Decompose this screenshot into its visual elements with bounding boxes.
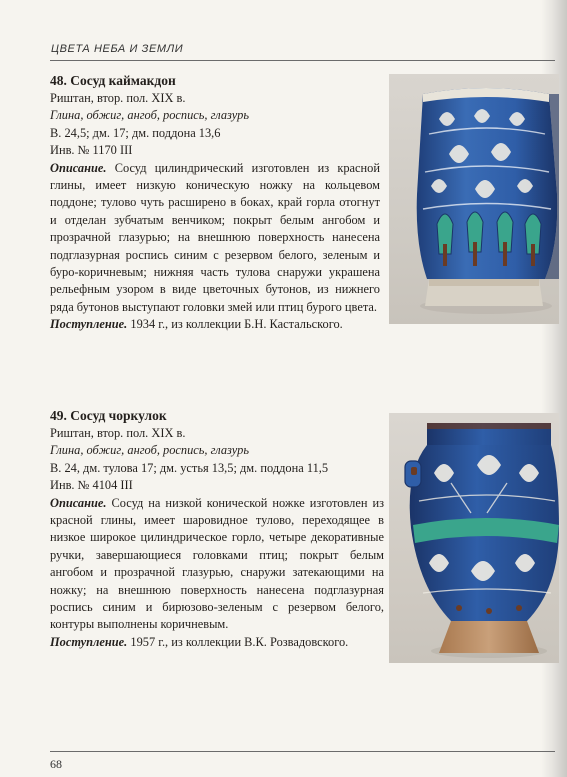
acquisition-label: Поступление. [50, 317, 128, 332]
entry-inventory: Инв. № 1170 III [50, 143, 133, 158]
entry-materials: Глина, обжиг, ангоб, роспись, глазурь [50, 108, 249, 123]
entry-description [50, 160, 380, 317]
catalog-entry-49 [50, 407, 384, 651]
description-label: Описание. [50, 160, 107, 175]
entry-dimensions: В. 24, дм. тулова 17; дм. устья 13,5; дм. поддона 11,5 [50, 460, 329, 475]
entry-title: 48. Сосуд каймакдон [50, 73, 176, 88]
vessel-48-photo [389, 74, 559, 324]
acquisition-text: 1934 г., из коллекции Б.Н. Кастальского. [130, 317, 343, 332]
description-text: Сосуд на низкой конической ножке изготовлен из красной глины, имеет шаровидное тулово, переходящее в низкое широкое цилиндрическое горло, четыре декоративные ручки, завершающиеся головками птиц; покрыт белым ангобом и прозрачной глазурью, снаружи затекающими на ножку; на внешнюю поверхность нанесена подглазурная роспись синим и бирюзово-зеленым с резервом белого, контуры выполнены коричневым. [50, 495, 384, 632]
entry-origin: Риштан, втор. пол. XIX в. [50, 426, 186, 440]
catalog-entry-48 [50, 72, 380, 334]
description-label: Описание. [50, 495, 107, 510]
entry-acquisition [50, 634, 384, 651]
footer-rule [50, 751, 555, 752]
running-header: ЦВЕТА НЕБА И ЗЕМЛИ [51, 43, 184, 55]
description-text: Сосуд цилиндрический изготовлен из красной глины, имеет низкую коническую ножку на кольцевом поддоне; тулово чуть расширено в боках, край горла отогнут и отделан зубчатым венчиком; покрыт белым ангобом и прозрачной глазурью; на внешнюю поверхность нанесена подглазурная роспись синим с резервом белого, зеленым и буро-коричневым; нижняя часть тулова снаружи украшена рельефным узором в виде цветочных бутонов, из нижнего ряда бутонов выступают головки змей или птиц бурого цвета. [50, 160, 380, 314]
vessel-49-photo [389, 413, 559, 663]
entry-title: 49. Сосуд чоркулок [50, 408, 167, 423]
entry-description [50, 495, 384, 634]
acquisition-text: 1957 г., из коллекции В.К. Розвадовского. [130, 634, 349, 649]
entry-materials: Глина, обжиг, ангоб, роспись, глазурь [50, 443, 249, 458]
page-number: 68 [50, 757, 62, 771]
entry-inventory: Инв. № 4104 III [50, 478, 133, 493]
header-rule [50, 60, 555, 61]
acquisition-label: Поступление. [50, 634, 128, 649]
entry-dimensions: В. 24,5; дм. 17; дм. поддона 13,6 [50, 125, 221, 140]
entry-origin: Риштан, втор. пол. XIX в. [50, 91, 186, 105]
